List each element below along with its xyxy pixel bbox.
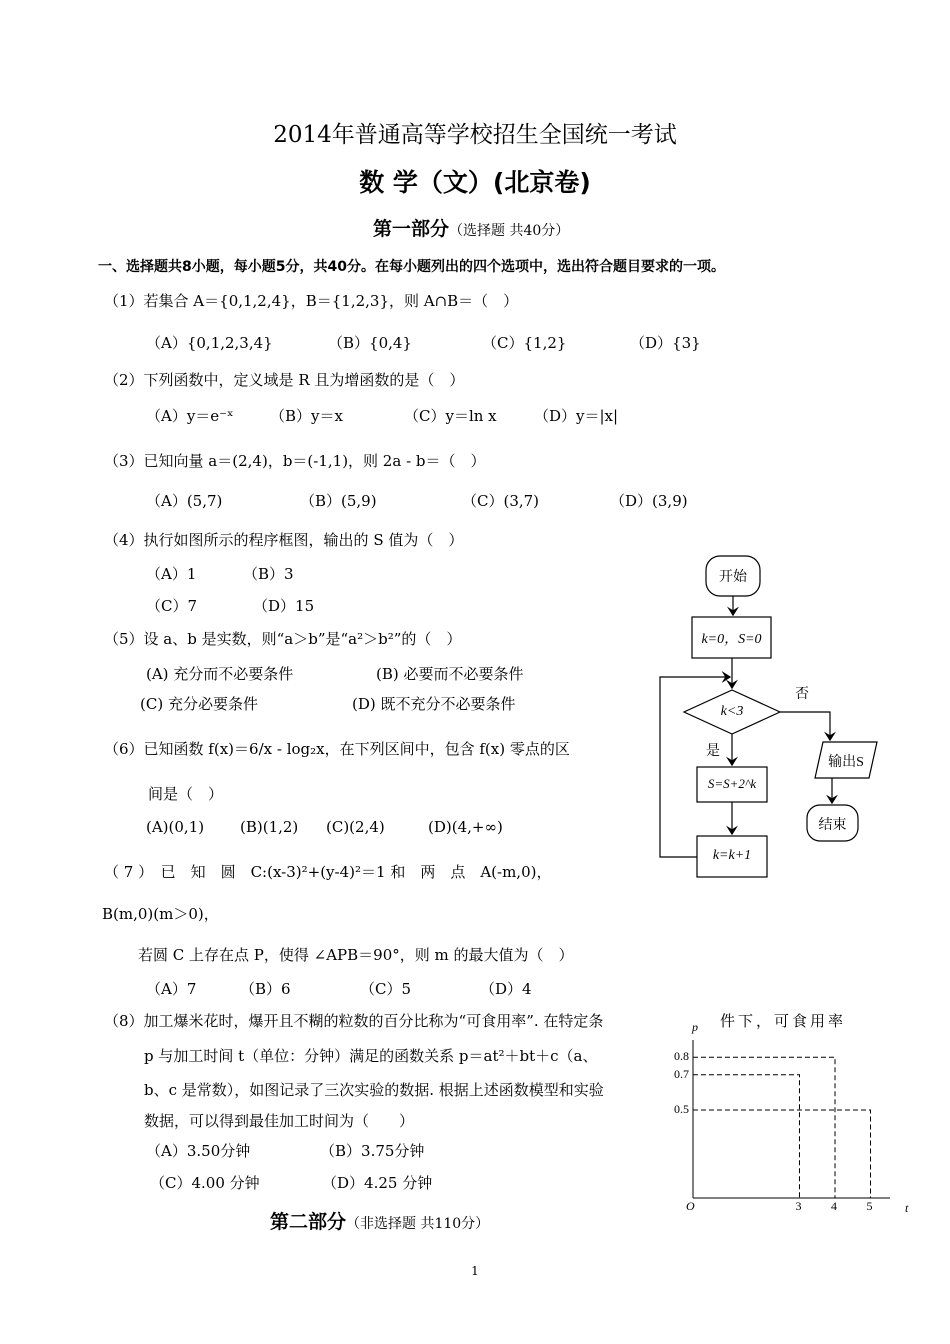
q8-stem: （8）加工爆米花时，爆开且不糊的粒数的百分比称为“可食用率”. 在特定条	[104, 1012, 604, 1030]
flow-update-k-label: k=k+1	[712, 848, 752, 863]
x-tick-label: 5	[866, 1199, 873, 1213]
q7-stem-cont: B(m,0)(m＞0)，	[102, 905, 219, 923]
q2-option-d: （D）y＝|x|	[534, 407, 619, 425]
q6-stem-cont: 间是（ ）	[148, 785, 224, 803]
flow-init-label: k=0，S=0	[701, 632, 762, 647]
q8-option-d: （D）4.25 分钟	[322, 1174, 433, 1192]
q4-option-c: （C）7	[146, 597, 198, 615]
part1-title: 第一部分	[373, 218, 450, 240]
q7-stem-cont2: 若圆 C 上存在点 P，使得 ∠APB＝90°，则 m 的最大值为（ ）	[138, 946, 574, 964]
q3-option-c: （C）(3,7)	[462, 492, 540, 510]
q7-stem: （ 7 ） 已 知 圆 C:(x-3)²+(y-4)²＝1 和 两 点 A(-m,0)，	[104, 863, 552, 881]
q2-stem: （2）下列函数中，定义域是 R 且为增函数的是（ ）	[104, 371, 465, 389]
q2-option-a: （A）y＝e⁻ˣ	[146, 407, 234, 425]
data-point-guide	[693, 1057, 835, 1198]
instruction: 一、选择题共8小题，每小题5分，共40分。在每小题列出的四个选项中，选出符合题目要求的一项。	[98, 259, 725, 275]
q8-stem-cont2: b、c 是常数），如图记录了三次实验的数据. 根据上述函数模型和实验	[144, 1081, 604, 1099]
q6-stem: （6）已知函数 f(x)＝6/x - log₂x，在下列区间中，包含 f(x) 零点的区	[104, 740, 570, 758]
q6-option-c: (C)(2,4)	[326, 818, 385, 836]
q4-stem: （4）执行如图所示的程序框图，输出的 S 值为（ ）	[104, 531, 464, 549]
y-tick-label: 0.8	[674, 1049, 689, 1064]
q5-option-b: (B) 必要而不必要条件	[376, 665, 524, 683]
y-axis-label: p	[692, 1020, 698, 1034]
q5-option-d: (D) 既不充分不必要条件	[352, 695, 516, 713]
q8-stem-tail: 件下，可食用率	[720, 1012, 847, 1030]
q4-option-a: （A）1	[146, 565, 197, 583]
q6-option-b: (B)(1,2)	[240, 818, 299, 836]
q6-option-a: (A)(0,1)	[146, 818, 205, 836]
q1-option-d: （D）{3}	[630, 334, 701, 352]
q7-option-d: （D）4	[480, 980, 532, 998]
q3-stem: （3）已知向量 a＝(2,4)，b＝(-1,1)，则 2a - b＝（ ）	[104, 452, 486, 470]
q3-option-a: （A）(5,7)	[146, 492, 223, 510]
flow-yes-label: 是	[706, 744, 720, 759]
part2-title: 第二部分	[270, 1211, 347, 1233]
q1-option-c: （C）{1,2}	[482, 334, 567, 352]
q1-option-b: （B）{0,4}	[328, 334, 412, 352]
q3-option-d: （D）(3,9)	[610, 492, 688, 510]
q1-option-a: （A）{0,1,2,3,4}	[146, 334, 273, 352]
q4-option-b: （B）3	[243, 565, 294, 583]
y-tick-label: 0.5	[674, 1102, 689, 1116]
page-number: 1	[471, 1264, 479, 1278]
q7-option-c: （C）5	[360, 980, 412, 998]
q5-option-a: (A) 充分而不必要条件	[146, 665, 294, 683]
q8-option-c: （C）4.00 分钟	[150, 1174, 260, 1192]
q2-option-b: （B）y＝x	[270, 407, 343, 425]
flow-no-label: 否	[795, 687, 809, 702]
q8-stem-cont: p 与加工时间 t（单位：分钟）满足的函数关系 p＝at²＋bt＋c（a、	[144, 1047, 598, 1065]
data-point-guide	[693, 1110, 871, 1198]
exam-subtitle: 数 学（文）(北京卷)	[359, 168, 591, 197]
q8-option-a: （A）3.50分钟	[146, 1142, 251, 1160]
q5-option-c: (C) 充分必要条件	[140, 695, 258, 713]
part2-note: （非选择题 共110分）	[346, 1216, 490, 1232]
q8-option-b: （B）3.75分钟	[320, 1142, 425, 1160]
flow-start-label: 开始	[719, 570, 747, 585]
exam-title: 2014年普通高等学校招生全国统一考试	[273, 122, 677, 148]
y-tick-label: 0.7	[674, 1066, 689, 1081]
q3-option-b: （B）(5,9)	[300, 492, 377, 510]
q5-stem: （5）设 a、b 是实数，则“a＞b”是“a²＞b²”的（ ）	[104, 630, 462, 648]
flow-condition-label: k<3	[720, 704, 744, 719]
x-tick-label: 3	[795, 1199, 802, 1213]
q1-stem: （1）若集合 A＝{0,1,2,4}，B＝{1,2,3}，则 A∩B＝（ ）	[104, 292, 519, 310]
flow-output-label: 输出S	[828, 755, 864, 770]
x-axis-label: t	[905, 1201, 909, 1215]
q4-option-d: （D）15	[253, 597, 315, 615]
q7-option-b: （B）6	[240, 980, 291, 998]
x-tick-label: 4	[831, 1199, 837, 1213]
q6-option-d: (D)(4,+∞)	[428, 818, 503, 836]
flow-update-s-label: S=S+2^k	[707, 776, 757, 791]
q7-option-a: （A）7	[146, 980, 197, 998]
data-point-guide	[693, 1075, 800, 1198]
part1-note: （选择题 共40分）	[449, 223, 570, 239]
flow-end-label: 结束	[818, 818, 847, 833]
q8-stem-cont3: 数据，可以得到最佳加工时间为（ ）	[144, 1112, 415, 1130]
q2-option-c: （C）y＝ln x	[404, 407, 497, 425]
origin-label: O	[686, 1199, 695, 1213]
